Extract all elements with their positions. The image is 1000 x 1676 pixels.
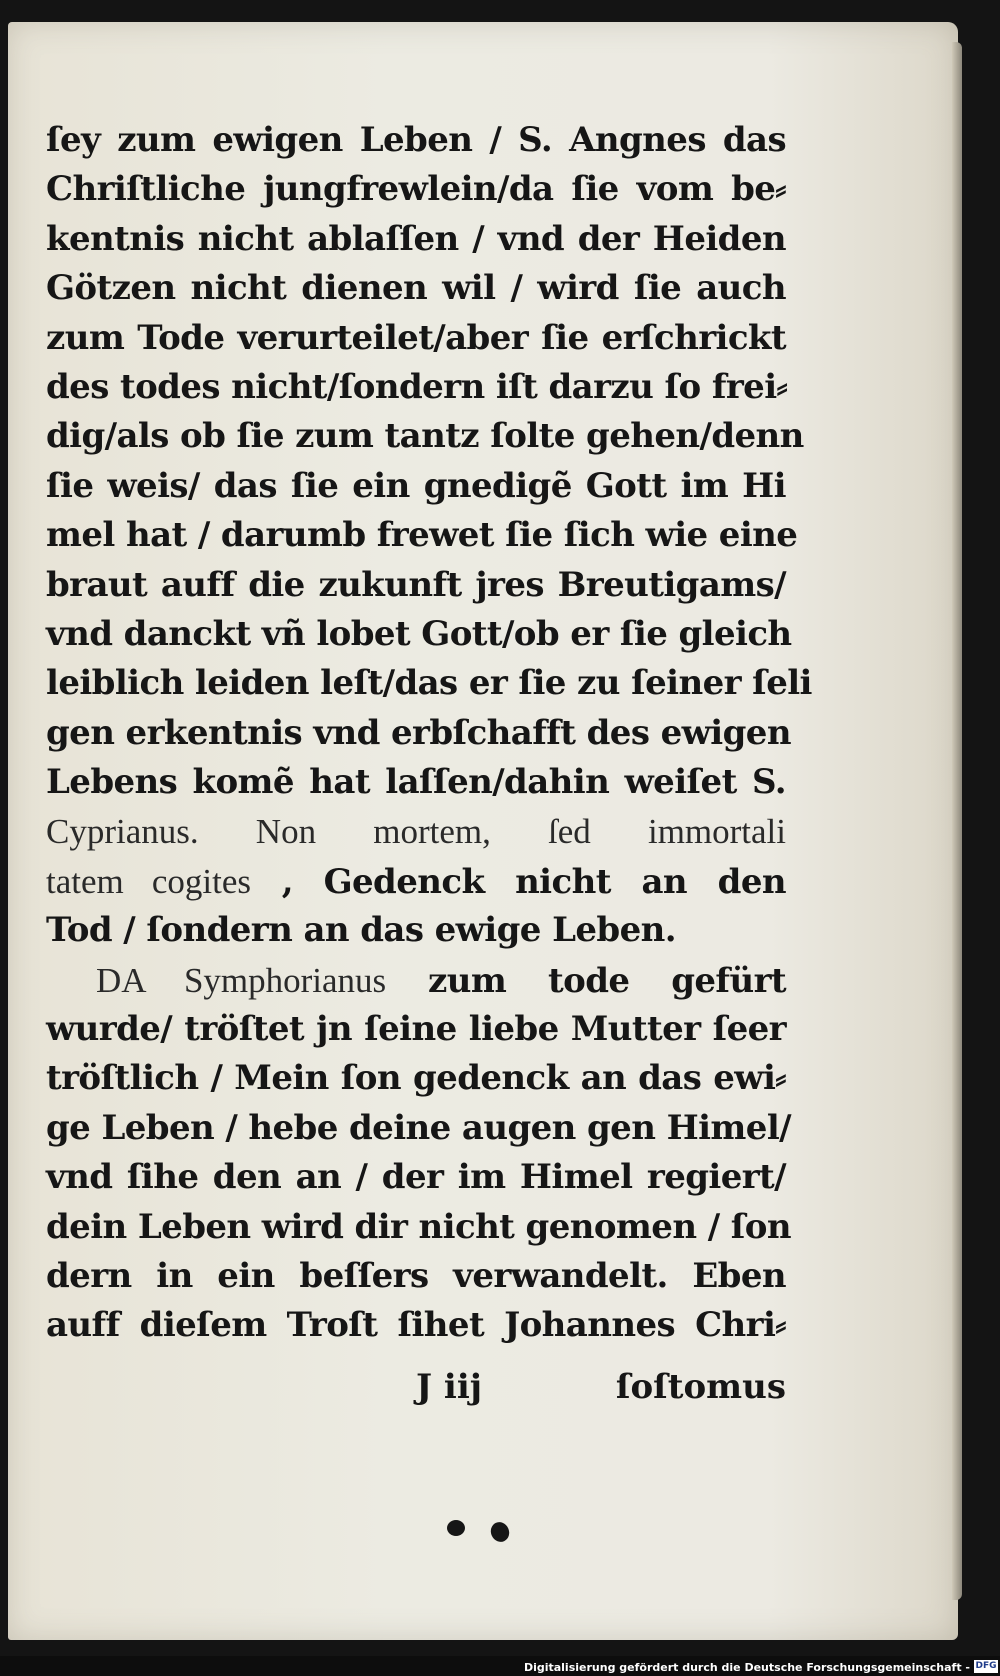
funding-credit: Digitalisierung gefördert durch die Deutsche Forschungsgemeinschaft - <box>523 1661 970 1674</box>
text-line-15 <box>46 807 786 856</box>
text-line-16: tatem cogites , Gedenck nicht an den <box>46 861 786 902</box>
text-line-13: gen erkentnis vnd erbſchafft des ewigen <box>46 712 791 753</box>
text-line-9: mel hat / darumb frewet ſie ſich wie eine <box>46 515 798 556</box>
text-line-14: Lebens komẽ hat laſſen/dahin weiſet S. <box>46 762 786 803</box>
text-line-11: vnd danckt vñ lobet Gott/ob er ſie gleich <box>46 613 792 654</box>
main-text-block <box>46 116 812 1351</box>
text-line-24: dern in ein beſſers verwandelt. Eben <box>46 1255 786 1296</box>
signature-mark: J iij <box>416 1367 483 1407</box>
text-line-3: kentnis nicht ablaſſen / vnd der Heiden <box>46 218 786 259</box>
text-line-25: auff dieſem Troſt ſihet Johannes Chri⸗ <box>46 1305 786 1346</box>
text-line-17: Tod / ſondern an das ewige Leben. <box>46 910 676 951</box>
text-line-23: dein Leben wird dir nicht genomen / ſon <box>46 1206 791 1247</box>
text-line-18: DA Symphorianus zum tode gefürt <box>96 960 786 1001</box>
text-line-2: Chriſtliche jungfrewlein/da ſie vom be⸗ <box>46 169 786 210</box>
text-line-1: ſey zum ewigen Leben / S. Angnes das <box>46 120 786 160</box>
latin-text: Cyprianus. Non mortem, ſed immortali <box>46 812 786 852</box>
latin-text: tatem cogites <box>46 861 252 901</box>
text-line-21: ge Leben / hebe deine augen gen Himel/ <box>46 1107 791 1148</box>
ornament-dots <box>438 1512 538 1552</box>
text-line-20: tröſtlich / Mein ſon gedenck an das ewi⸗ <box>46 1058 786 1099</box>
text-line-8: ſie weis/ das ſie ein gnedigẽ Gott im Hi <box>46 465 786 506</box>
text-line-4: Götzen nicht dienen wil / wird ſie auch <box>46 268 786 309</box>
text-line-22: vnd ſihe den an / der im Himel regiert/ <box>46 1157 786 1198</box>
page-footer-line <box>46 1362 786 1412</box>
text-line-7: dig/als ob ſie zum tantz ſolte gehen/denn <box>46 416 804 457</box>
text-line-5: zum Tode verurteilet/aber ſie erſchrickt <box>46 317 786 358</box>
catchword: ſoſtomus <box>615 1367 786 1407</box>
text-line-6: des todes nicht/ſondern iſt darzu ſo frei⸗ <box>46 366 788 407</box>
dfg-logo: DFG <box>975 1661 997 1671</box>
text-line-12: leiblich leiden leſt/das er ſie zu ſeiner ſeli <box>46 663 812 704</box>
latin-text: DA Symphorianus <box>96 960 387 1000</box>
book-page <box>8 22 958 1640</box>
text-line-19: wurde/ tröſtet jn ſeine liebe Mutter ſeer <box>46 1009 786 1050</box>
credit-bar <box>0 1656 1000 1676</box>
text-line-10: braut auff die zukunft jres Breutigams/ <box>46 564 786 605</box>
